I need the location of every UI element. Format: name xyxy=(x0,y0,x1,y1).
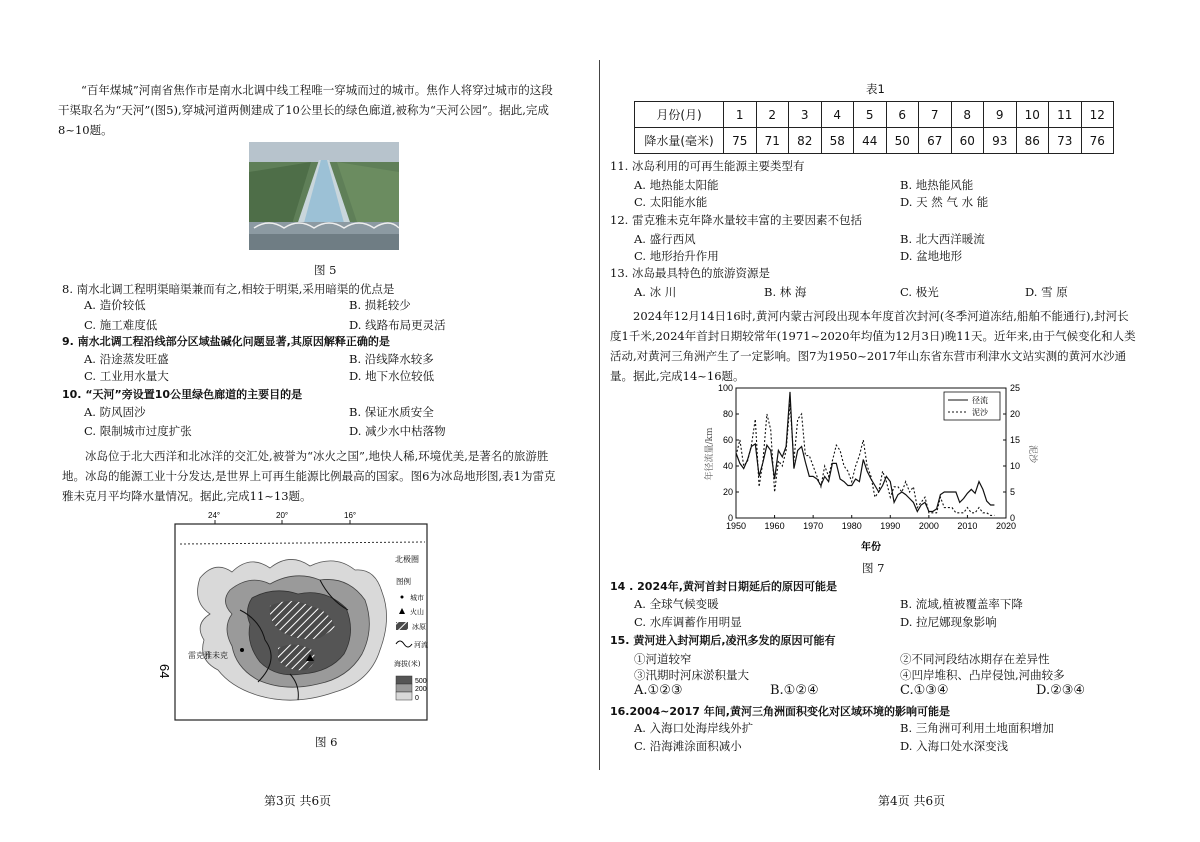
map-longitude-16: 16° xyxy=(344,511,357,520)
figure-7-caption: 图 7 xyxy=(862,561,885,575)
q16-option-c: C. 沿海滩涂面积减小 xyxy=(634,739,742,753)
chart-left-tick-label: 100 xyxy=(717,383,733,393)
q8-option-c: C. 施工难度低 xyxy=(84,318,158,332)
q15-option-b: B.①②④ xyxy=(770,683,819,698)
chart-left-tick-label: 60 xyxy=(722,435,733,445)
table-cell: 71 xyxy=(756,128,789,154)
map-longitude-24: 24° xyxy=(208,511,221,520)
q15-option-a: A.①②③ xyxy=(634,683,683,698)
chart-x-tick-label: 1990 xyxy=(880,521,901,531)
chart-right-axis-label: 泥沙 xyxy=(1027,444,1037,464)
q16-option-b: B. 三角洲可利用土地面积增加 xyxy=(900,721,1054,735)
q11-option-d: D. 天 然 气 水 能 xyxy=(900,195,989,209)
chart-left-tick-label: 80 xyxy=(722,409,733,419)
chart-x-tick-label: 2010 xyxy=(957,521,978,531)
map-elev-500: 500 xyxy=(415,678,427,685)
chart-x-tick-label: 1960 xyxy=(764,521,785,531)
chart-left-tick-label: 20 xyxy=(722,487,733,497)
chart-left-axis-label: 年径流量/km xyxy=(705,427,715,481)
map-latitude-64: 64 xyxy=(157,664,172,679)
q15-option-c: C.①③④ xyxy=(900,683,949,698)
chart-left-tick-label: 0 xyxy=(727,513,733,523)
chart-x-tick-label: 2000 xyxy=(918,521,939,531)
q9-option-a: A. 沿途蒸发旺盛 xyxy=(84,352,169,366)
canal-photo-illustration xyxy=(249,142,399,250)
table-cell: 44 xyxy=(854,128,887,154)
q15-statement-3: ③汛期时河床淤积量大 xyxy=(634,668,749,682)
table-cell: 10 xyxy=(1016,102,1049,128)
map-elev-200: 200 xyxy=(415,686,427,693)
figure-6-caption: 图 6 xyxy=(315,735,338,749)
figure-7-runoff-sediment-chart xyxy=(706,380,1036,560)
question-10-stem: 10. “天河”旁设置10公里绿色廊道的主要目的是 xyxy=(62,388,303,401)
chart-right-tick-label: 25 xyxy=(1010,383,1021,393)
figure-5-photo xyxy=(249,142,399,250)
question-16-stem: 16.2004~2017 年间,黄河三角洲面积变化对区域环境的影响可能是 xyxy=(610,705,950,718)
intro-passage-iceland: 冰岛位于北大西洋和北冰洋的交汇处,被誉为“冰火之国”,地快人稀,环境优美,是著名的旅游胜地。冰岛的能源工业十分发达,是世界上可再生能源比例最高的国家。图6为冰岛地形图,表1为雷克雅未克月平均降水量情况。据此,完成11~13题。 xyxy=(62,449,556,503)
map-elev-0: 0 xyxy=(415,695,419,702)
q15-statement-2: ②不同河段结冰期存在差异性 xyxy=(900,652,1050,666)
table-cell: 50 xyxy=(886,128,919,154)
q12-option-d: D. 盆地地形 xyxy=(900,249,963,263)
map-legend-city: 城市 xyxy=(410,594,424,602)
table-cell: 73 xyxy=(1049,128,1082,154)
table-cell: 75 xyxy=(724,128,757,154)
question-13-stem: 13. 冰岛最具特色的旅游资源是 xyxy=(610,266,770,280)
table-cell: 67 xyxy=(919,128,952,154)
iceland-map-svg xyxy=(157,510,432,722)
chart-right-tick-label: 5 xyxy=(1010,487,1016,497)
q10-option-a: A. 防风固沙 xyxy=(84,405,146,419)
figure-5-caption: 图 5 xyxy=(314,263,337,277)
chart-right-tick-label: 0 xyxy=(1010,513,1016,523)
table-1-title: 表1 xyxy=(866,82,885,96)
q9-option-d: D. 地下水位较低 xyxy=(349,369,435,383)
table-cell: 82 xyxy=(789,128,822,154)
map-reykjavik-label: 雷克雅未克 xyxy=(188,651,228,660)
q13-option-a: A. 冰 川 xyxy=(634,285,677,299)
q11-option-c: C. 太阳能水能 xyxy=(634,195,708,209)
question-9-stem: 9. 南水北调工程沿线部分区域盐碱化问题显著,其原因解释正确的是 xyxy=(62,335,390,348)
table-cell: 12 xyxy=(1081,102,1114,128)
table-cell: 9 xyxy=(984,102,1017,128)
intro-passage-yellow-river: 2024年12月14日16时,黄河内蒙古河段出现本年度首次封河(冬季河道冻结,船舶不能通行),封河长度1千米,2024年首封日期较常年(1971~2020年均值为12月3日)晚11天。近年来,由于气候变化和人类活动,对黄河三角洲产生了一定影响。图7为1950~2017年山东省东营市利津水文站实测的黄河水沙通量。据此,完成14~16题。 xyxy=(610,309,1136,383)
q15-statement-4: ④凹岸堆积、凸岸侵蚀,河曲较多 xyxy=(900,668,1065,682)
chart-x-tick-label: 1950 xyxy=(725,521,747,531)
table-cell: 11 xyxy=(1049,102,1082,128)
question-15-stem: 15. 黄河进入封河期后,凌汛多发的原因可能有 xyxy=(610,634,836,647)
map-longitude-20: 20° xyxy=(276,511,289,520)
table-cell: 60 xyxy=(951,128,984,154)
table-cell: 3 xyxy=(789,102,822,128)
table-cell: 1 xyxy=(724,102,757,128)
chart-x-tick-label: 2020 xyxy=(995,521,1017,531)
page-number-4: 第4页 共6页 xyxy=(878,794,946,808)
table-cell: 7 xyxy=(919,102,952,128)
table-cell: 6 xyxy=(886,102,919,128)
chart-right-tick-label: 10 xyxy=(1010,461,1021,471)
question-14-stem: 14 . 2024年,黄河首封日期延后的原因可能是 xyxy=(610,580,837,593)
legend-sediment: 泥沙 xyxy=(972,408,988,417)
chart-right-tick-label: 15 xyxy=(1010,435,1021,445)
chart-x-axis-label: 年份 xyxy=(861,542,881,553)
q10-option-d: D. 减少水中枯落物 xyxy=(349,424,446,438)
table-cell: 86 xyxy=(1016,128,1049,154)
map-legend-title: 图例 xyxy=(396,577,411,586)
table-head-rainfall: 降水量(毫米) xyxy=(635,128,724,154)
map-legend-river: 河流 xyxy=(414,641,428,649)
table-row-rainfall xyxy=(635,128,1114,154)
question-11-stem: 11. 冰岛利用的可再生能源主要类型有 xyxy=(610,159,805,173)
question-12-stem: 12. 雷克雅未克年降水量较丰富的主要因素不包括 xyxy=(610,213,862,227)
q8-option-b: B. 损耗较少 xyxy=(349,298,411,312)
map-legend-elevation: 海拔(米) xyxy=(394,660,421,668)
q14-option-a: A. 全球气候变暖 xyxy=(634,597,719,611)
q13-option-b: B. 林 海 xyxy=(764,285,807,299)
chart-left-tick-label: 40 xyxy=(722,461,733,471)
q12-option-b: B. 北大西洋暖流 xyxy=(900,232,985,246)
chart-x-tick-label: 1970 xyxy=(803,521,824,531)
q12-option-a: A. 盛行西风 xyxy=(634,232,696,246)
q14-option-d: D. 拉尼娜现象影响 xyxy=(900,615,997,629)
table-cell: 5 xyxy=(854,102,887,128)
q13-option-d: D. 雪 原 xyxy=(1025,285,1068,299)
q11-option-a: A. 地热能太阳能 xyxy=(634,178,719,192)
q11-option-b: B. 地热能风能 xyxy=(900,178,974,192)
q9-option-c: C. 工业用水量大 xyxy=(84,369,169,383)
q14-option-c: C. 水库调蓄作用明显 xyxy=(634,615,742,629)
q16-option-a: A. 入海口处海岸线外扩 xyxy=(634,721,754,735)
table-cell: 4 xyxy=(821,102,854,128)
map-arctic-circle-label: 北极圈 xyxy=(395,555,419,564)
figure-6-iceland-map xyxy=(157,510,432,722)
chart-right-tick-label: 20 xyxy=(1010,409,1021,419)
map-legend-volcano: 火山 xyxy=(410,608,424,616)
table-cell: 93 xyxy=(984,128,1017,154)
q10-option-c: C. 限制城市过度扩张 xyxy=(84,424,192,438)
q12-option-c: C. 地形抬升作用 xyxy=(634,249,719,263)
map-legend-glacier: 冰原 xyxy=(412,623,426,631)
legend-runoff: 径流 xyxy=(972,396,988,405)
chart-x-tick-label: 1980 xyxy=(841,521,862,531)
table-cell: 2 xyxy=(756,102,789,128)
q13-option-c: C. 极光 xyxy=(900,285,939,299)
table-cell: 76 xyxy=(1081,128,1114,154)
table-head-month: 月份(月) xyxy=(635,102,724,128)
q15-statement-1: ①河道较窄 xyxy=(634,652,692,666)
table-cell: 8 xyxy=(951,102,984,128)
q10-option-b: B. 保证水质安全 xyxy=(349,405,434,419)
q8-option-a: A. 造价较低 xyxy=(84,298,146,312)
question-8-stem: 8. 南水北调工程明渠暗渠兼而有之,相较于明渠,采用暗渠的优点是 xyxy=(62,282,395,296)
q16-option-d: D. 入海口处水深变浅 xyxy=(900,739,1009,753)
q8-option-d: D. 线路布局更灵活 xyxy=(349,318,446,332)
q14-option-b: B. 流域,植被覆盖率下降 xyxy=(900,597,1023,611)
table-cell: 58 xyxy=(821,128,854,154)
q9-option-b: B. 沿线降水较多 xyxy=(349,352,434,366)
right-page xyxy=(600,0,1200,842)
table-row-months xyxy=(635,102,1114,128)
q15-option-d: D.②③④ xyxy=(1036,683,1086,698)
intro-passage-tianhe: “百年煤城”河南省焦作市是南水北调中线工程唯一穿城而过的城市。焦作人将穿过城市的这段干渠取名为“天河”(图5),穿城河道两侧建成了10公里长的绿色廊道,被称为“天河公园”。据此,完成8~10题。 xyxy=(58,83,553,137)
table-1-precipitation xyxy=(634,101,1114,154)
page-number-3: 第3页 共6页 xyxy=(264,794,332,808)
